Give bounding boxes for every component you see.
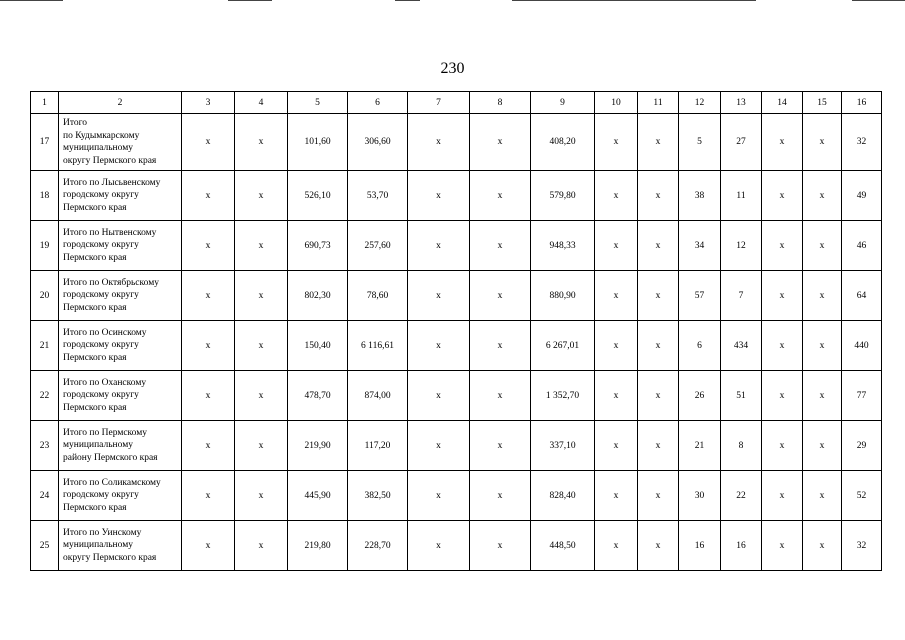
cell-c7: x (408, 371, 470, 421)
cell-c13: 7 (721, 271, 762, 321)
name-line: муниципальному (63, 440, 133, 451)
cell-c7: x (408, 471, 470, 521)
name-line: Итого по Октябрьскому (63, 277, 159, 288)
name-line: Пермского края (63, 302, 127, 313)
table-row (31, 171, 882, 221)
cell-c15: x (803, 171, 842, 221)
cell-c7: x (408, 321, 470, 371)
cell-c14: x (762, 471, 803, 521)
name-line: Пермского края (63, 502, 127, 513)
cell-c9: 337,10 (531, 421, 595, 471)
cell-c10: x (595, 171, 638, 221)
header-cell: 4 (235, 92, 288, 114)
cell-c9: 6 267,01 (531, 321, 595, 371)
name-line: городскому округу (63, 190, 139, 201)
header-cell: 12 (679, 92, 721, 114)
cell-c9: 880,90 (531, 271, 595, 321)
cell-c4: x (235, 471, 288, 521)
cell-c5: 802,30 (288, 271, 348, 321)
cell-c5: 219,90 (288, 421, 348, 471)
cell-c6: 382,50 (348, 471, 408, 521)
row-number: 22 (31, 371, 59, 421)
header-cell: 5 (288, 92, 348, 114)
cell-c7: x (408, 114, 470, 171)
cell-c7: x (408, 521, 470, 571)
name-line: Итого (63, 118, 88, 128)
cell-c8: x (470, 271, 531, 321)
cell-c5: 445,90 (288, 471, 348, 521)
table-row (31, 471, 882, 521)
cell-c7: x (408, 271, 470, 321)
cell-c15: x (803, 471, 842, 521)
header-cell: 15 (803, 92, 842, 114)
name-line: Пермского края (63, 252, 127, 263)
cell-c9: 448,50 (531, 521, 595, 571)
cell-c13: 11 (721, 171, 762, 221)
cell-c3: x (182, 271, 235, 321)
cell-c14: x (762, 371, 803, 421)
row-number: 25 (31, 521, 59, 571)
name-line: городскому округу (63, 340, 139, 351)
cell-c3: x (182, 321, 235, 371)
cell-c11: x (638, 221, 679, 271)
row-number: 17 (31, 114, 59, 171)
cell-c3: x (182, 114, 235, 171)
cell-c15: x (803, 114, 842, 171)
cell-c16: 52 (842, 471, 882, 521)
territory-name (59, 171, 182, 221)
cell-c11: x (638, 521, 679, 571)
cell-c8: x (470, 371, 531, 421)
cell-c11: x (638, 471, 679, 521)
top-rule-1 (0, 0, 63, 1)
cell-c16: 32 (842, 114, 882, 171)
header-cell: 9 (531, 92, 595, 114)
name-line: Итого по Пермскому (63, 427, 148, 438)
territory-name (59, 114, 182, 171)
cell-c4: x (235, 421, 288, 471)
cell-c9: 408,20 (531, 114, 595, 171)
header-cell: 14 (762, 92, 803, 114)
row-number: 20 (31, 271, 59, 321)
cell-c5: 219,80 (288, 521, 348, 571)
name-line: городскому округу (63, 390, 139, 401)
cell-c12: 6 (679, 321, 721, 371)
cell-c9: 948,33 (531, 221, 595, 271)
cell-c14: x (762, 171, 803, 221)
cell-c13: 27 (721, 114, 762, 171)
territory-name (59, 371, 182, 421)
cell-c12: 21 (679, 421, 721, 471)
cell-c13: 434 (721, 321, 762, 371)
header-cell: 7 (408, 92, 470, 114)
territory-name (59, 221, 182, 271)
header-cell: 16 (842, 92, 882, 114)
table-row (31, 521, 882, 571)
header-cell: 2 (59, 92, 182, 114)
table-row (31, 321, 882, 371)
name-line: району Пермского края (63, 452, 158, 463)
row-number: 18 (31, 171, 59, 221)
cell-c15: x (803, 321, 842, 371)
cell-c15: x (803, 271, 842, 321)
cell-c8: x (470, 221, 531, 271)
name-line: муниципальному (63, 143, 133, 153)
cell-c11: x (638, 421, 679, 471)
cell-c13: 12 (721, 221, 762, 271)
cell-c6: 257,60 (348, 221, 408, 271)
cell-c9: 828,40 (531, 471, 595, 521)
name-line: по Кудымкарскому (63, 130, 140, 141)
cell-c8: x (470, 421, 531, 471)
cell-c16: 440 (842, 321, 882, 371)
header-row (31, 92, 882, 114)
cell-c12: 30 (679, 471, 721, 521)
cell-c8: x (470, 321, 531, 371)
cell-c3: x (182, 221, 235, 271)
territory-name (59, 271, 182, 321)
cell-c4: x (235, 221, 288, 271)
cell-c6: 874,00 (348, 371, 408, 421)
header-cell: 13 (721, 92, 762, 114)
cell-c12: 34 (679, 221, 721, 271)
cell-c8: x (470, 171, 531, 221)
cell-c6: 228,70 (348, 521, 408, 571)
cell-c8: x (470, 521, 531, 571)
cell-c14: x (762, 221, 803, 271)
cell-c11: x (638, 114, 679, 171)
page-number: 230 (440, 60, 465, 77)
cell-c8: x (470, 471, 531, 521)
cell-c14: x (762, 521, 803, 571)
name-line: Итого по Оханскому (63, 377, 147, 388)
name-line: округу Пермского края (63, 155, 157, 166)
data-table (30, 91, 882, 571)
cell-c12: 5 (679, 114, 721, 171)
header-cell: 11 (638, 92, 679, 114)
cell-c3: x (182, 471, 235, 521)
cell-c14: x (762, 271, 803, 321)
cell-c13: 16 (721, 521, 762, 571)
cell-c3: x (182, 421, 235, 471)
cell-c11: x (638, 371, 679, 421)
table-row (31, 221, 882, 271)
cell-c7: x (408, 221, 470, 271)
cell-c7: x (408, 171, 470, 221)
cell-c4: x (235, 114, 288, 171)
territory-name (59, 321, 182, 371)
cell-c16: 77 (842, 371, 882, 421)
cell-c5: 478,70 (288, 371, 348, 421)
cell-c13: 51 (721, 371, 762, 421)
cell-c11: x (638, 271, 679, 321)
name-line: Итого по Нытвенскому (63, 227, 157, 238)
cell-c10: x (595, 271, 638, 321)
cell-c15: x (803, 221, 842, 271)
name-line: Итого по Соликамскому (63, 477, 161, 488)
header-cell: 1 (31, 92, 59, 114)
name-line: Итого по Осинскому (63, 327, 147, 338)
cell-c12: 16 (679, 521, 721, 571)
cell-c6: 78,60 (348, 271, 408, 321)
cell-c12: 26 (679, 371, 721, 421)
cell-c7: x (408, 421, 470, 471)
cell-c12: 38 (679, 171, 721, 221)
cell-c15: x (803, 521, 842, 571)
table-row (31, 271, 882, 321)
name-line: городскому округу (63, 290, 139, 301)
cell-c10: x (595, 221, 638, 271)
cell-c13: 8 (721, 421, 762, 471)
cell-c4: x (235, 271, 288, 321)
cell-c8: x (470, 114, 531, 171)
cell-c16: 32 (842, 521, 882, 571)
cell-c11: x (638, 321, 679, 371)
name-line: округу Пермского края (63, 552, 157, 563)
cell-c13: 22 (721, 471, 762, 521)
name-line: городскому округу (63, 240, 139, 251)
table-row (31, 421, 882, 471)
header-cell: 10 (595, 92, 638, 114)
cell-c4: x (235, 521, 288, 571)
cell-c6: 117,20 (348, 421, 408, 471)
name-line: Пермского края (63, 202, 127, 213)
cell-c16: 49 (842, 171, 882, 221)
cell-c10: x (595, 521, 638, 571)
top-rule-3 (395, 0, 420, 1)
cell-c9: 1 352,70 (531, 371, 595, 421)
territory-name (59, 421, 182, 471)
cell-c5: 526,10 (288, 171, 348, 221)
cell-c14: x (762, 421, 803, 471)
cell-c3: x (182, 171, 235, 221)
cell-c10: x (595, 321, 638, 371)
cell-c6: 6 116,61 (348, 321, 408, 371)
top-rule-4 (512, 0, 756, 1)
cell-c15: x (803, 421, 842, 471)
cell-c12: 57 (679, 271, 721, 321)
cell-c10: x (595, 114, 638, 171)
row-number: 21 (31, 321, 59, 371)
cell-c6: 306,60 (348, 114, 408, 171)
header-cell: 3 (182, 92, 235, 114)
header-cell: 8 (470, 92, 531, 114)
table-row (31, 371, 882, 421)
cell-c15: x (803, 371, 842, 421)
cell-c16: 46 (842, 221, 882, 271)
row-number: 19 (31, 221, 59, 271)
cell-c9: 579,80 (531, 171, 595, 221)
name-line: Итого по Лысьвенскому (63, 177, 161, 188)
header-cell: 6 (348, 92, 408, 114)
row-number: 23 (31, 421, 59, 471)
cell-c5: 690,73 (288, 221, 348, 271)
cell-c5: 101,60 (288, 114, 348, 171)
cell-c14: x (762, 114, 803, 171)
territory-name (59, 521, 182, 571)
cell-c6: 53,70 (348, 171, 408, 221)
cell-c5: 150,40 (288, 321, 348, 371)
cell-c10: x (595, 421, 638, 471)
cell-c16: 64 (842, 271, 882, 321)
name-line: муниципальному (63, 540, 133, 551)
cell-c4: x (235, 171, 288, 221)
cell-c4: x (235, 371, 288, 421)
top-rule-2 (228, 0, 272, 1)
cell-c11: x (638, 171, 679, 221)
name-line: Пермского края (63, 352, 127, 363)
name-line: городскому округу (63, 490, 139, 501)
cell-c4: x (235, 321, 288, 371)
row-number: 24 (31, 471, 59, 521)
cell-c3: x (182, 521, 235, 571)
name-line: Пермского края (63, 402, 127, 413)
cell-c10: x (595, 471, 638, 521)
cell-c10: x (595, 371, 638, 421)
territory-name (59, 471, 182, 521)
cell-c16: 29 (842, 421, 882, 471)
name-line: Итого по Уинскому (63, 527, 142, 538)
cell-c14: x (762, 321, 803, 371)
cell-c3: x (182, 371, 235, 421)
top-rule-5 (852, 0, 905, 1)
table-row (31, 114, 882, 171)
